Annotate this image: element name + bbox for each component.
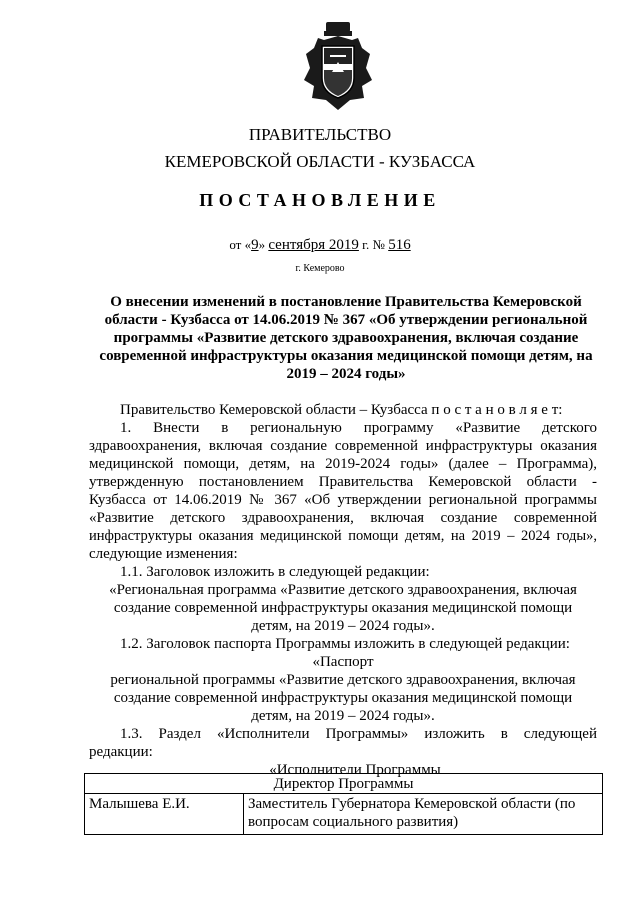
body-line: создание современной инфраструктуры оказания медицинской помощи — [113, 600, 573, 616]
body-line: «Паспорт — [312, 654, 374, 670]
body-line: «Региональная программа «Развитие детского здравоохранения, включая — [109, 582, 577, 598]
table-row — [85, 794, 603, 835]
government-name-line1: ПРАВИТЕЛЬСТВО — [248, 125, 392, 144]
body-line: Кузбасса от 14.06.2019 № 367 «Об утверждении региональной программы — [89, 492, 597, 508]
body-line: 1.2. Заголовок паспорта Программы изложить в следующей редакции: — [120, 636, 570, 652]
document-date-number — [0, 237, 640, 254]
body-line: утвержденную постановлением Правительства Кемеровской области - — [89, 474, 597, 490]
body-line: инфраструктуры оказания медицинской помощи детям, на 2019 – 2024 годы», — [89, 528, 597, 544]
body-line: региональной программы «Развитие детского здравоохранения, включая — [110, 672, 576, 688]
body-line: детям, на 2019 – 2024 годы». — [251, 708, 435, 724]
executor-role: Заместитель Губернатора Кемеровской области (по вопросам социального развития) — [244, 794, 603, 835]
date-prefix: от « — [229, 237, 252, 252]
body-line: детям, на 2019 – 2024 годы». — [251, 618, 435, 634]
city-label: г. Кемерово — [295, 263, 345, 274]
table-header-row — [85, 774, 603, 794]
date-day: 9 — [251, 237, 259, 253]
date-suffix: г. — [362, 237, 370, 252]
document-number: 516 — [388, 237, 411, 253]
body-line: «Исполнители Программы — [269, 762, 441, 778]
heading-line: области - Кузбасса от 14.06.2019 № 367 «Об утверждении региональной — [104, 312, 588, 328]
document-type-title: ПОСТАНОВЛЕНИЕ — [199, 190, 441, 210]
heading-line: современной инфраструктуры оказания медицинской помощи детям, на — [99, 348, 593, 364]
body-line: редакции: — [89, 744, 153, 760]
body-line: здравоохранения, включая создание современной инфраструктуры оказания — [89, 438, 597, 454]
heading-line: программы «Развитие детского здравоохранения, включая создание — [113, 330, 579, 346]
document-heading — [88, 293, 604, 383]
date-mid: » — [258, 237, 266, 252]
body-line: «Развитие детского здравоохранения, включая создание современной — [89, 510, 597, 526]
date-month-year: сентября 2019 — [268, 237, 359, 253]
executor-name: Малышева Е.И. — [85, 794, 244, 835]
body-line: 1.3. Раздел «Исполнители Программы» изложить в следующей — [120, 726, 597, 742]
body-line: медицинской помощи, детям, на 2019-2024 годы» (далее – Программа), — [89, 456, 597, 472]
body-line: Правительство Кемеровской области – Кузбасса п о с т а н о в л я е т: — [120, 402, 563, 418]
body-line: 1. Внести в региональную программу «Развитие детского — [120, 420, 597, 436]
body-line: создание современной инфраструктуры оказания медицинской помощи — [113, 690, 573, 706]
body-line: 1.1. Заголовок изложить в следующей редакции: — [120, 564, 430, 580]
government-name-line2: КЕМЕРОВСКОЙ ОБЛАСТИ - КУЗБАССА — [164, 152, 476, 171]
heading-line: 2019 – 2024 годы» — [286, 366, 406, 382]
executors-table — [84, 773, 603, 835]
number-prefix: № — [372, 237, 385, 252]
body-line: следующие изменения: — [89, 546, 238, 562]
table-header-cell: Директор Программы — [85, 774, 603, 794]
coat-of-arms-emblem — [302, 20, 374, 112]
heading-line: О внесении изменений в постановление Правительства Кемеровской — [110, 294, 582, 310]
